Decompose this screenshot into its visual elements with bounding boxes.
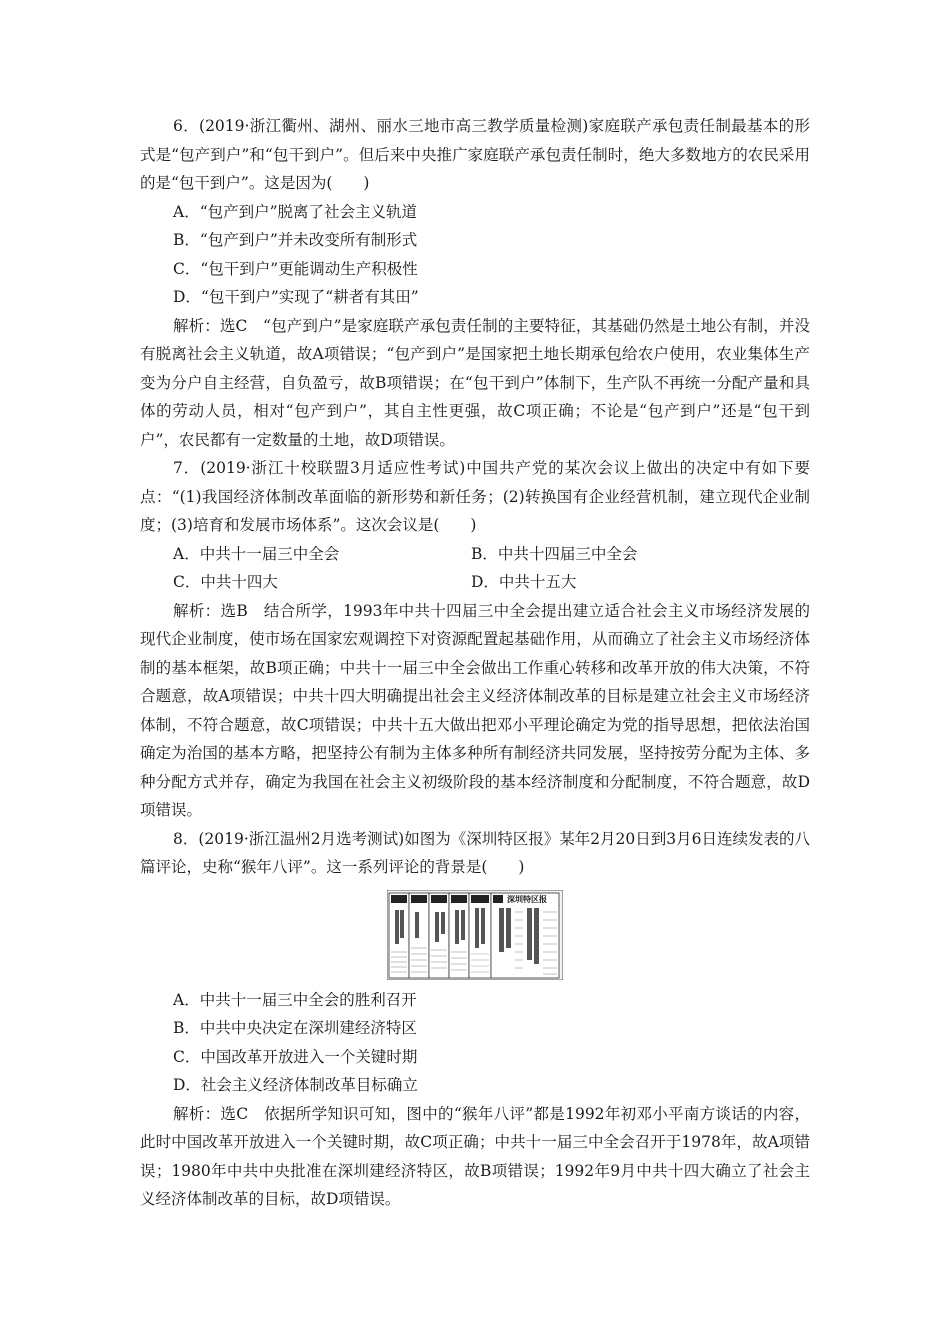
question-6-option-b: B．“包产到户”并未改变所有制形式 xyxy=(173,231,418,249)
question-7-option-d: D．中共十五大 xyxy=(471,573,577,591)
newspaper-figure xyxy=(140,890,810,980)
newspaper-clippings-image xyxy=(387,890,563,980)
question-6-option-d: D．“包干到户”实现了“耕者有其田” xyxy=(173,288,419,306)
question-6-analysis: 解析：选C “包产到户”是家庭联产承包责任制的主要特征，其基础仍然是土地公有制，并没有脱离社会主义轨道，故A项错误；“包产到户”是国家把土地长期承包给农户使用，农业集体生产变为分户自主经营，自负盈亏，故B项错误；在“包干到户”体制下，生产队不再统一分配产量和具体的劳动人员，相对“包产到户”，其自主性更强，故C项正确；不论是“包产到户”还是“包干到户”，农民都有一定数量的土地，故D项错误。 xyxy=(140,316,810,449)
question-7-option-c: C．中共十四大 xyxy=(173,573,278,591)
question-8-option-a: A．中共十一届三中全会的胜利召开 xyxy=(173,990,417,1009)
question-8-option-c: C．中国改革开放进入一个关键时期 xyxy=(173,1047,418,1066)
question-7-analysis: 解析：选B 结合所学，1993年中共十四届三中全会提出建立适合社会主义市场经济发展的现代企业制度，使市场在国家宏观调控下对资源配置起基础作用，从而确立了社会主义市场经济体制的基本框架，故B项正确；中共十一届三中全会做出工作重心转移和改革开放的伟大决策，不符合题意，故A项错误；中共十四大明确提出社会主义经济体制改革的目标是建立社会主义市场经济体制，不符合题意，故C项错误；中共十五大做出把邓小平理论确定为党的指导思想，把依法治国确定为治国的基本方略，把坚持公有制为主体多种所有制经济共同发展，坚持按劳分配为主体、多种分配方式并存，确定为我国在社会主义初级阶段的基本经济制度和分配制度，不符合题意，故D项错误。 xyxy=(140,601,810,819)
question-8-option-b: B．中共中央决定在深圳建经济特区 xyxy=(173,1019,417,1037)
question-7-options-row-1 xyxy=(140,540,810,569)
question-6-option-c: C．“包干到户”更能调动生产积极性 xyxy=(173,259,418,278)
question-8-option-d: D．社会主义经济体制改革目标确立 xyxy=(173,1076,418,1094)
question-7-option-b: B．中共十四届三中全会 xyxy=(471,544,638,563)
newspaper-masthead: 深圳特区报 xyxy=(507,894,547,904)
question-content xyxy=(140,112,810,1214)
question-6-stem: 6．(2019·浙江衢州、湖州、丽水三地市高三教学质量检测)家庭联产承包责任制最基本的形式是“包产到户”和“包干到户”。但后来中央推广家庭联产承包责任制时，绝大多数地方的农民采用的是“包干到户”。这是因为( ) xyxy=(140,117,810,192)
question-8-analysis: 解析：选C 依据所学知识可知，图中的“猴年八评”都是1992年初邓小平南方谈话的内容，此时中国改革开放进入一个关键时期，故C项正确；中共十一届三中全会召开于1978年，故A项错误；1980年中共中央批准在深圳建经济特区，故B项错误；1992年9月中共十四大确立了社会主义经济体制改革的目标，故D项错误。 xyxy=(140,1104,810,1208)
question-6-option-a: A．“包产到户”脱离了社会主义轨道 xyxy=(173,202,418,221)
question-7-stem: 7．(2019·浙江十校联盟3月适应性考试)中国共产党的某次会议上做出的决定中有如下要点：“(1)我国经济体制改革面临的新形势和新任务；(2)转换国有企业经营机制，建立现代企业制度；(3)培育和发展市场体系”。这次会议是( ) xyxy=(140,459,810,534)
question-8-stem: 8．(2019·浙江温州2月选考测试)如图为《深圳特区报》某年2月20日到3月6日连续发表的八篇评论，史称“猴年八评”。这一系列评论的背景是( ) xyxy=(140,829,811,876)
question-7-option-a: A．中共十一届三中全会 xyxy=(173,544,340,563)
question-7-options-row-2 xyxy=(140,568,810,597)
